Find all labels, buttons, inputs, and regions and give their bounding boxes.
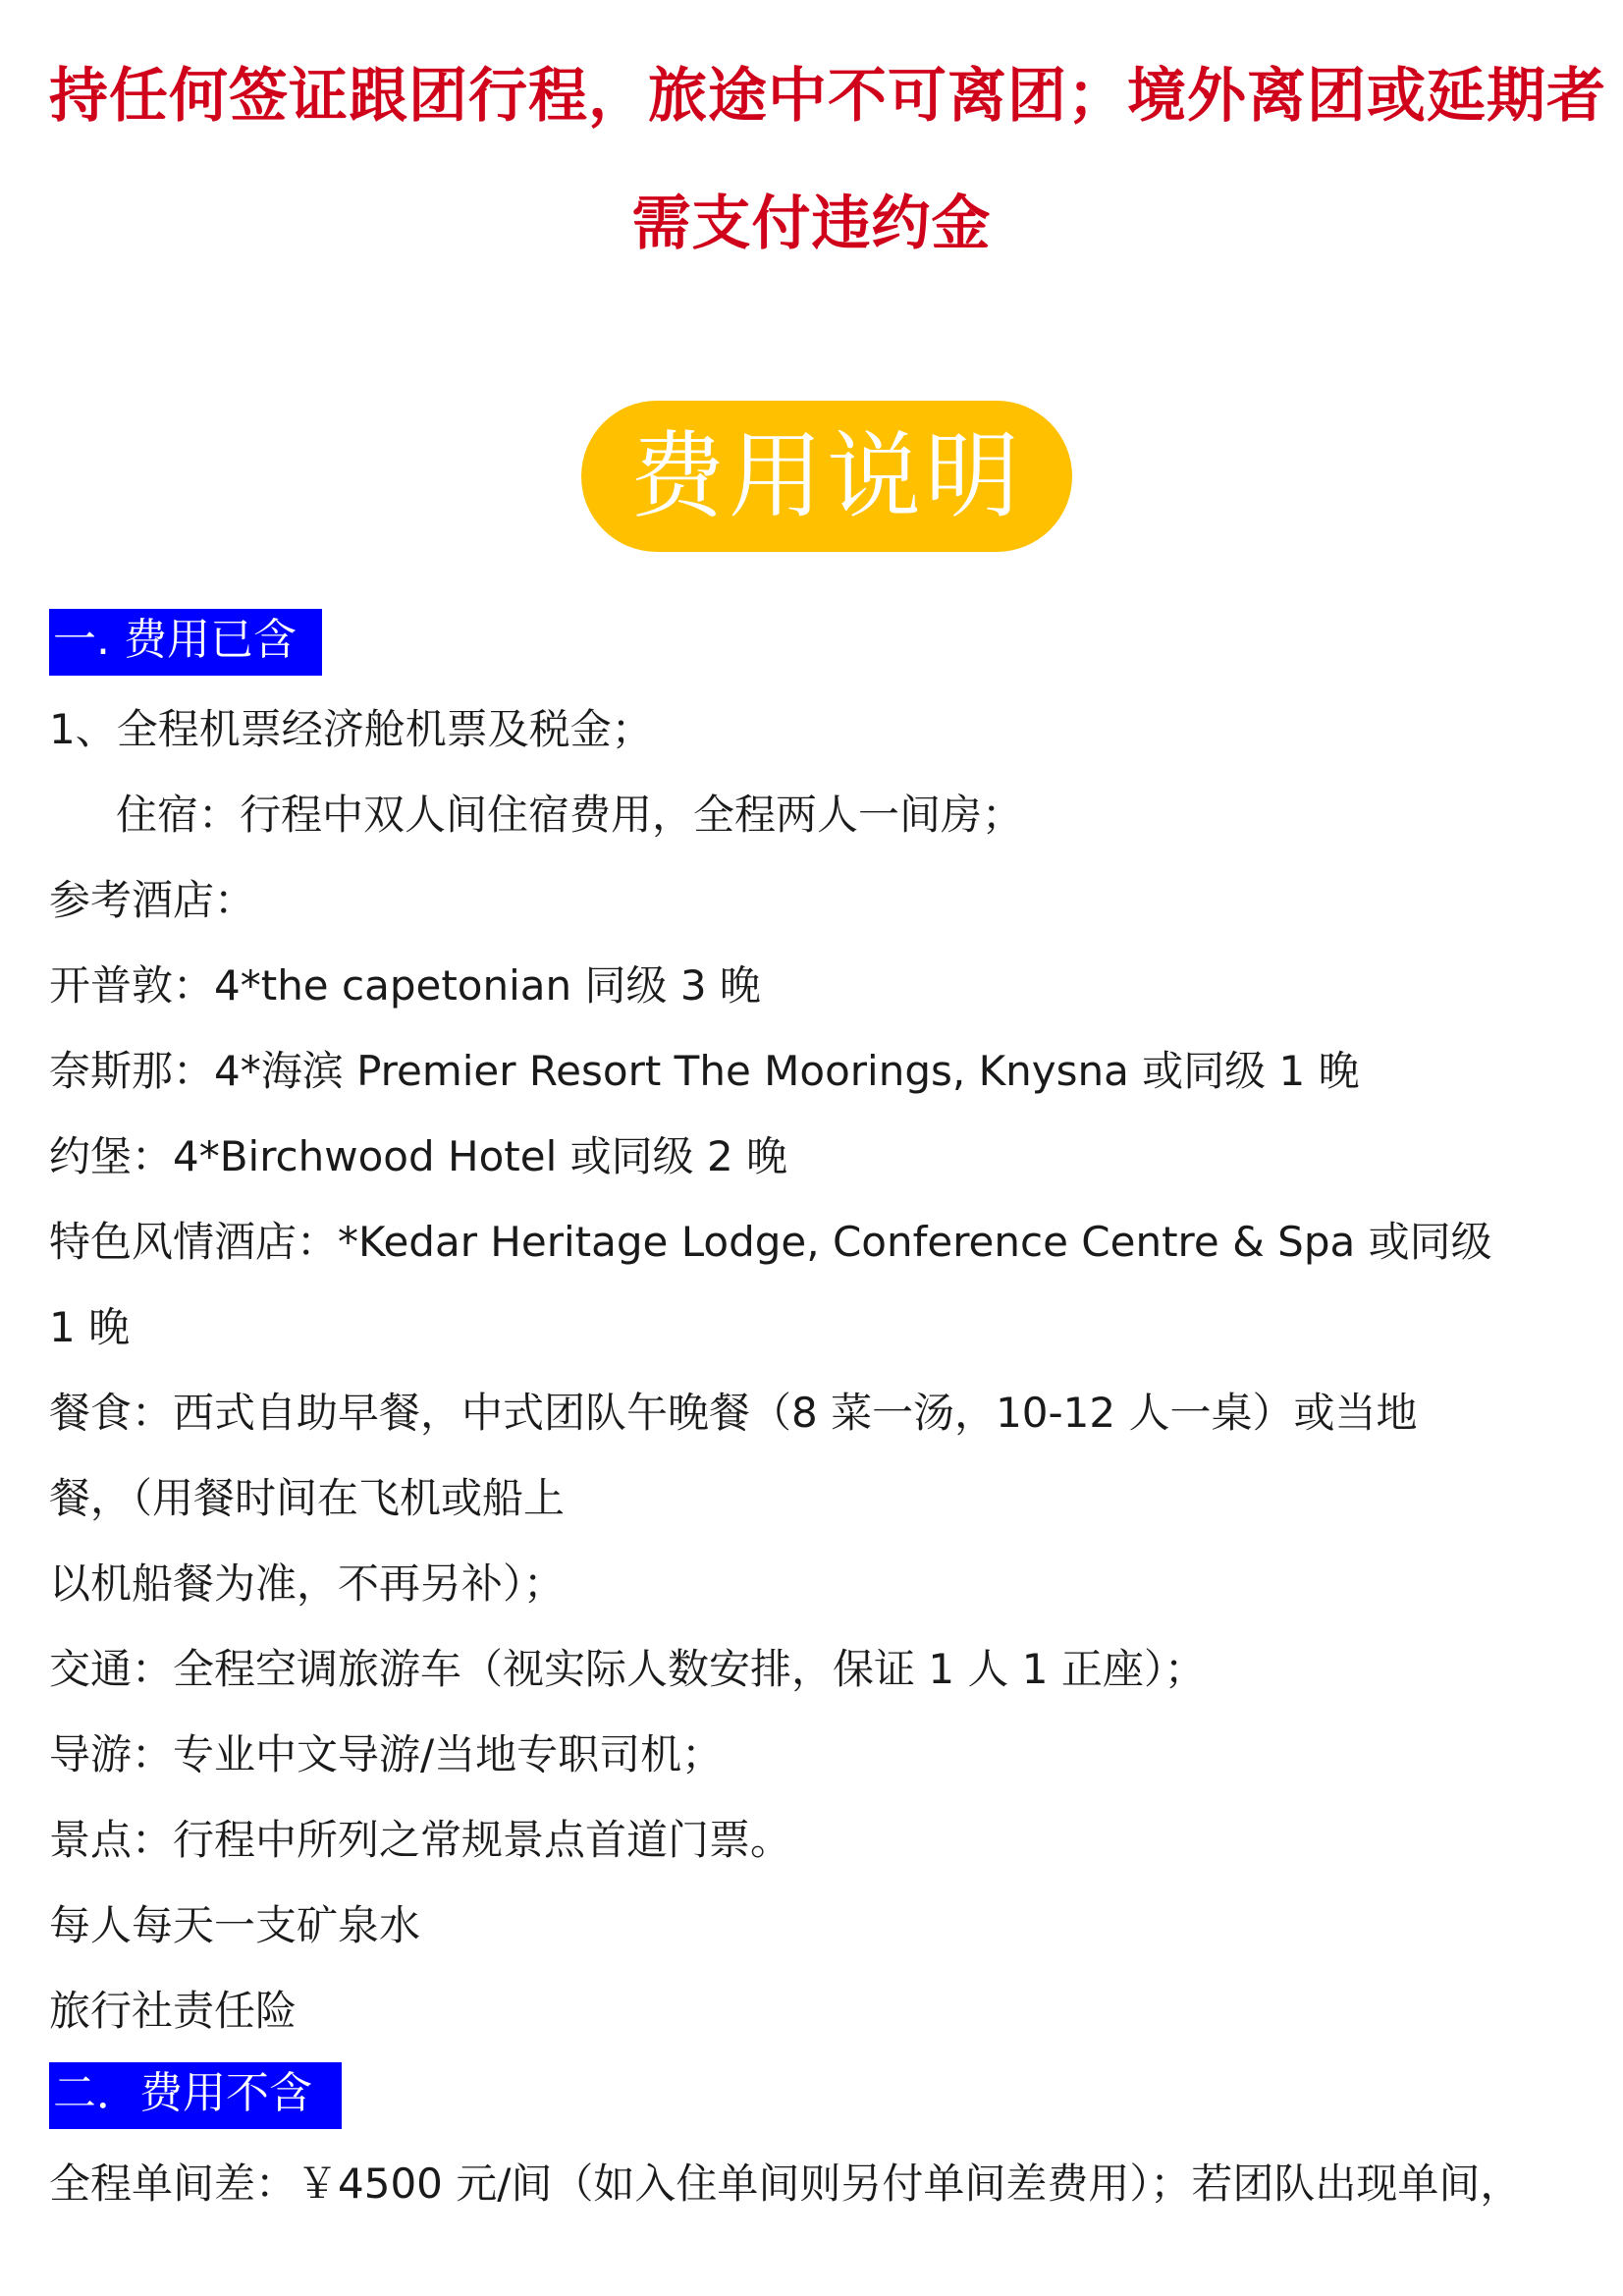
section-heading-included: 一. 费用已含 [49,609,322,676]
included-line-flights: 1、全程机票经济舱机票及税金； [49,705,653,753]
included-line-hotel-johannesburg: 约堡：4*Birchwood Hotel 或同级 2 晚 [49,1132,788,1180]
included-line-reference-hotels: 参考酒店： [49,876,256,924]
included-line-attractions: 景点：行程中所列之常规景点首道门票。 [49,1816,792,1864]
included-line-meals-cont-1: 餐，（用餐时间在飞机或船上 [49,1474,566,1522]
title-badge [581,401,1072,552]
included-line-hotel-cape-town: 开普敦：4*the capetonian 同级 3 晚 [49,961,761,1010]
included-line-meals: 餐食：西式自助早餐，中式团队午晚餐（8 菜一汤，10-12 人一桌）或当地 [49,1389,1418,1437]
included-line-hotel-knysna: 奈斯那：4*海滨 Premier Resort The Moorings, Knysna 或同级 1 晚 [49,1047,1360,1095]
included-line-insurance: 旅行社责任险 [49,1987,298,2035]
included-line-water: 每人每天一支矿泉水 [49,1901,421,1949]
notice-line-1: 持任何签证跟团行程，旅途中不可离团；境外离团或延期者 [49,62,1606,131]
included-line-accommodation: 住宿：行程中双人间住宿费用，全程两人一间房； [116,791,1024,839]
included-line-hotel-special: 特色风情酒店：*Kedar Heritage Lodge, Conference Centre & Spa 或同级 [49,1218,1492,1266]
included-line-hotel-special-nights: 1 晚 [49,1303,131,1351]
excluded-line-single-supplement: 全程单间差：￥4500 元/间（如入住单间则另付单间差费用）；若团队出现单间， [49,2159,1522,2208]
included-line-guide: 导游：专业中文导游/当地专职司机； [49,1730,724,1778]
notice-line-2: 需支付违约金 [631,190,992,258]
section-heading-excluded: 二．费用不含 [49,2062,342,2129]
included-line-transport: 交通：全程空调旅游车（视实际人数安排，保证 1 人 1 正座）； [49,1645,1206,1693]
page-title: 费用说明 [630,421,1023,531]
included-line-meals-cont-2: 以机船餐为准，不再另补）； [49,1559,566,1608]
